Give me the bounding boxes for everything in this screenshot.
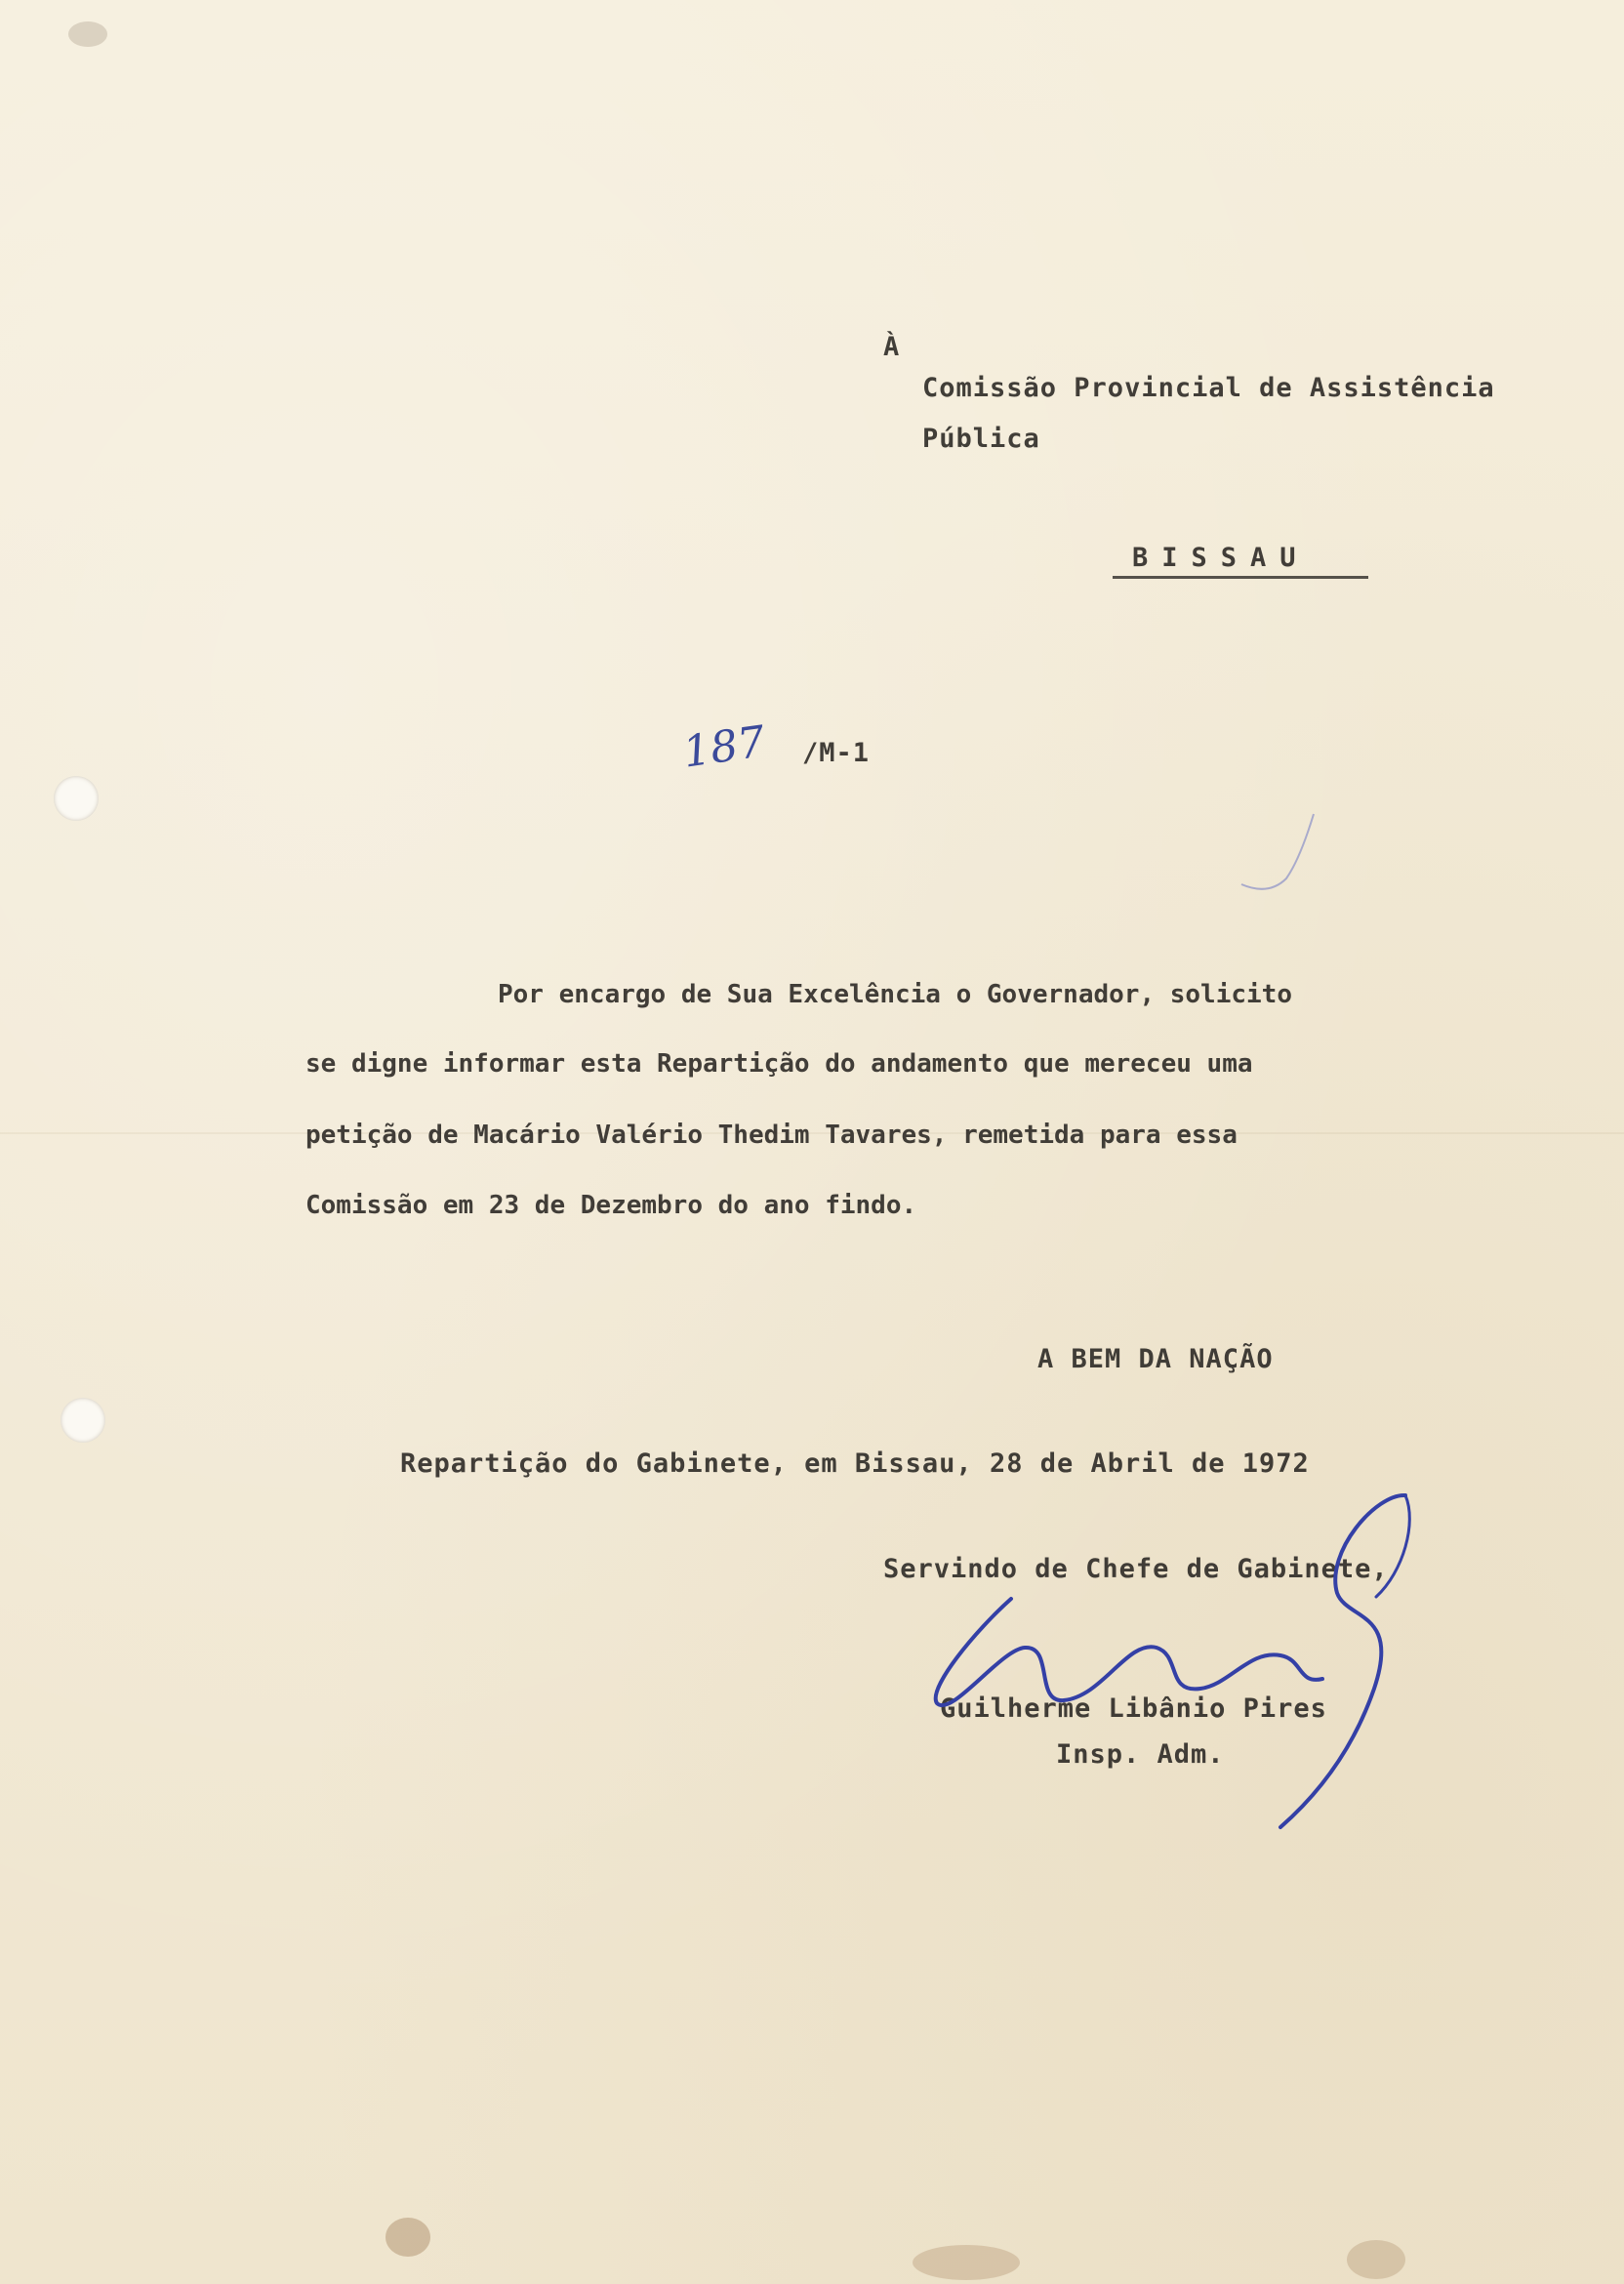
reference-code: /M-1 — [802, 738, 871, 768]
recipient-line-1: Comissão Provincial de Assistência — [922, 373, 1495, 403]
paper-stain — [1347, 2240, 1405, 2279]
closing-motto: A BEM DA NAÇÃO — [1037, 1344, 1274, 1374]
pen-check-mark — [1239, 810, 1318, 898]
punch-hole-bottom — [61, 1398, 105, 1443]
body-line-1: Por encargo de Sua Excelência o Governador, solicito — [498, 980, 1292, 1009]
handwritten-reference-number: 187 — [679, 716, 769, 778]
place-and-date: Repartição do Gabinete, em Bissau, 28 de Abril de 1972 — [400, 1448, 1310, 1479]
city-underline — [1113, 576, 1368, 579]
body-line-4: Comissão em 23 de Dezembro do ano findo. — [305, 1191, 917, 1220]
paper-stain — [913, 2245, 1020, 2280]
paper-stain — [386, 2218, 430, 2257]
body-line-3: petição de Macário Valério Thedim Tavares, remetida para essa — [305, 1121, 1238, 1150]
recipient-city: BISSAU — [1132, 543, 1310, 573]
body-line-2: se digne informar esta Repartição do andamento que mereceu uma — [305, 1049, 1253, 1079]
signatory-name: Guilherme Libânio Pires — [940, 1693, 1327, 1724]
signatory-title: Insp. Adm. — [1056, 1739, 1225, 1770]
punch-hole-top — [54, 776, 99, 821]
paper-stain — [68, 21, 107, 47]
handwritten-signature — [917, 1484, 1425, 1855]
recipient-line-2: Pública — [922, 424, 1040, 454]
recipient-prefix: À — [883, 332, 901, 362]
servindo-line: Servindo de Chefe de Gabinete, — [883, 1554, 1389, 1584]
